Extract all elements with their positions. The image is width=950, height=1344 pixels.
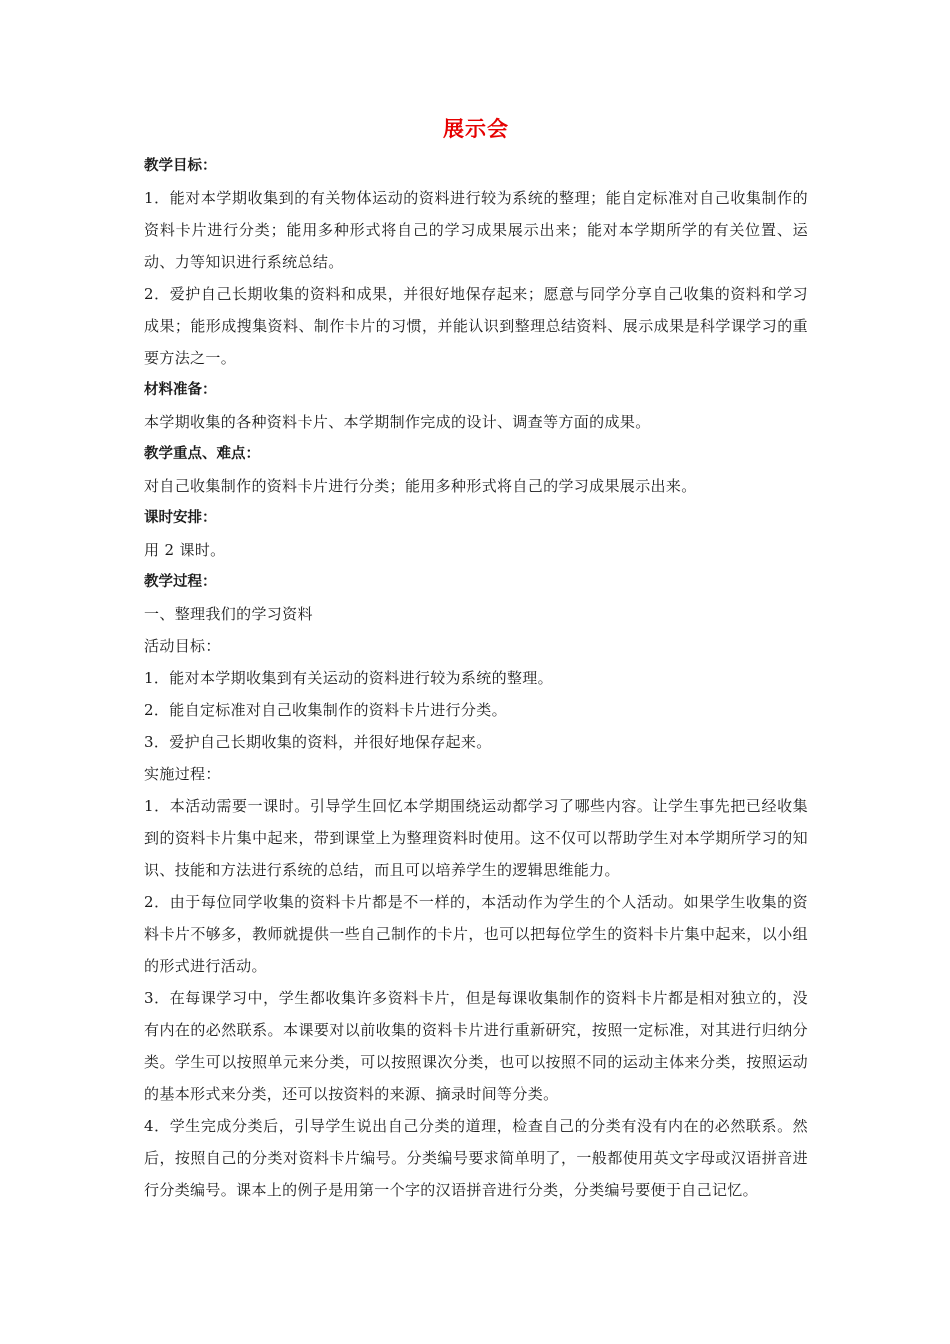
process-heading: 教学过程： (144, 574, 217, 590)
materials-heading: 材料准备： (144, 382, 217, 398)
implementation-item-2: 2．由于每位同学收集的资料卡片都是不一样的，本活动作为学生的个人活动。如果学生收集的资料卡片不够多，教师就提供一些自己制作的卡片，也可以把每位学生的资料卡片集中起来，以小组的形式进行活动。 (144, 893, 808, 975)
activity-goal-label: 活动目标： (144, 637, 221, 655)
materials-text: 本学期收集的各种资料卡片、本学期制作完成的设计、调查等方面的成果。 (144, 413, 651, 431)
implementation-item-4: 4．学生完成分类后，引导学生说出自己分类的道理，检查自己的分类有没有内在的必然联系。然后，按照自己的分类对资料卡片编号。分类编号要求简单明了，一般都使用英文字母或汉语拼音进行分类编号。课本上的例子是用第一个字的汉语拼音进行分类，分类编号要便于自己记忆。 (144, 1117, 808, 1199)
part1-title: 一、整理我们的学习资料 (144, 605, 313, 623)
implementation-item-1: 1．本活动需要一课时。引导学生回忆本学期围绕运动都学习了哪些内容。让学生事先把已经收集到的资料卡片集中起来，带到课堂上为整理资料时使用。这不仅可以帮助学生对本学期所学习的知识、技能和方法进行系统的总结，而且可以培养学生的逻辑思维能力。 (144, 797, 808, 879)
document-page (144, 112, 808, 1206)
key-points-heading: 教学重点、难点： (144, 446, 260, 462)
activity-goal-1: 1．能对本学期收集到有关运动的资料进行较为系统的整理。 (144, 669, 553, 687)
activity-goal-3: 3．爱护自己长期收集的资料，并很好地保存起来。 (144, 733, 492, 751)
document-title: 展示会 (443, 116, 509, 141)
implementation-label: 实施过程： (144, 765, 221, 783)
key-points-text: 对自己收集制作的资料卡片进行分类；能用多种形式将自己的学习成果展示出来。 (144, 477, 697, 495)
activity-goal-2: 2．能自定标准对自己收集制作的资料卡片进行分类。 (144, 701, 507, 719)
schedule-text: 用 2 课时。 (144, 541, 226, 559)
implementation-item-3: 3．在每课学习中，学生都收集许多资料卡片，但是每课收集制作的资料卡片都是相对独立的，没有内在的必然联系。本课要对以前收集的资料卡片进行重新研究，按照一定标准，对其进行归纳分类。学生可以按照单元来分类，可以按照课次分类，也可以按照不同的运动主体来分类，按照运动的基本形式来分类，还可以按资料的来源、摘录时间等分类。 (144, 989, 808, 1103)
goals-heading: 教学目标： (144, 158, 217, 174)
goals-item-1: 1．能对本学期收集到的有关物体运动的资料进行较为系统的整理；能自定标准对自己收集制作的资料卡片进行分类；能用多种形式将自己的学习成果展示出来；能对本学期所学的有关位置、运动、力等知识进行系统总结。 (144, 189, 808, 271)
goals-item-2: 2．爱护自己长期收集的资料和成果，并很好地保存起来；愿意与同学分享自己收集的资料和学习成果；能形成搜集资料、制作卡片的习惯，并能认识到整理总结资料、展示成果是科学课学习的重要方法之一。 (144, 285, 808, 367)
schedule-heading: 课时安排： (144, 510, 217, 526)
